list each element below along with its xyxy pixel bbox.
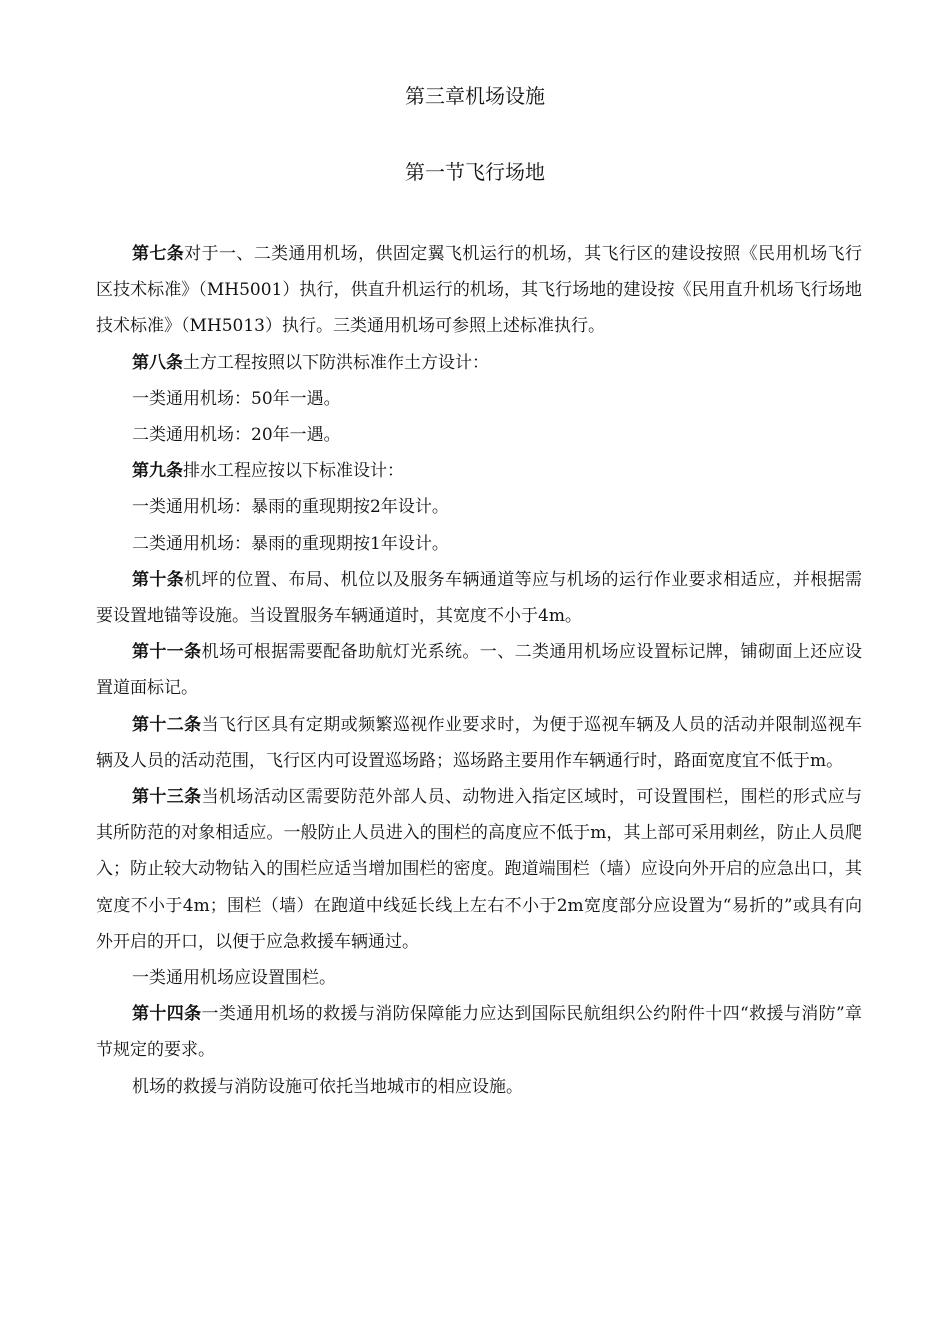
article-text: 对于一、二类通用机场，供固定翼飞机运行的机场，其飞行区的建设按照《民用机场飞行区技术标准》（MH5001）执行，供直升机运行的机场，其飞行场地的建设按《民用直升机场飞行场地技术标准》（MH5013）执行。三类通用机场可参照上述标准执行。 [96, 244, 862, 337]
article-label: 第九条 [132, 461, 183, 482]
article-text: 土方工程按照以下防洪标准作土方设计： [183, 352, 489, 373]
article-13 [96, 779, 862, 960]
article-7 [96, 236, 862, 345]
section-title: 第一节飞行场地 [405, 160, 545, 184]
article-text: 一类通用机场的救援与消防保障能力应达到国际民航组织公约附件十四“救援与消防”章节规定的要求。 [96, 1004, 863, 1061]
article-text: 排水工程应按以下标准设计： [183, 461, 404, 482]
article-10 [96, 562, 862, 634]
article-11 [96, 634, 862, 706]
article-label: 第八条 [132, 352, 183, 373]
paragraph: 一类通用机场应设置围栏。 [132, 968, 336, 989]
article-9 [96, 453, 862, 489]
article-label: 第十四条 [132, 1004, 202, 1025]
article-label: 第十三条 [132, 787, 202, 808]
chapter-title: 第三章机场设施 [405, 84, 545, 108]
article-14 [96, 996, 862, 1068]
article-label: 第十一条 [132, 642, 202, 663]
article-label: 第十二条 [132, 714, 202, 735]
article-8 [96, 345, 862, 381]
paragraph: 二类通用机场：20年一遇。 [132, 425, 341, 446]
paragraph: 机场的救援与消防设施可依托当地城市的相应设施。 [132, 1076, 523, 1097]
article-12 [96, 707, 862, 779]
article-label: 第十条 [132, 569, 185, 590]
article-text: 当飞行区具有定期或频繁巡视作业要求时，为便于巡视车辆及人员的活动并限制巡视车辆及人员的活动范围，飞行区内可设置巡场路；巡场路主要用作车辆通行时，路面宽度宜不低于m。 [96, 714, 862, 771]
paragraph: 一类通用机场：暴雨的重现期按2年设计。 [132, 497, 449, 518]
article-text: 机坪的位置、布局、机位以及服务车辆通道等应与机场的运行作业要求相适应，并根据需要设置地锚等设施。当设置服务车辆通道时，其宽度不小于4m。 [96, 569, 862, 627]
paragraph: 一类通用机场：50年一遇。 [132, 388, 341, 409]
paragraph: 二类通用机场：暴雨的重现期按1年设计。 [132, 533, 449, 554]
article-label: 第七条 [132, 244, 185, 264]
article-text: 当机场活动区需要防范外部人员、动物进入指定区域时，可设置围栏，围栏的形式应与其所防范的对象相适应。一般防止人员进入的围栏的高度应不低于m，其上部可采用刺丝，防止人员爬入；防止较大动物钻入的围栏应适当增加围栏的密度。跑道端围栏（墙）应设向外开启的应急出口，其宽度不小于4m；围栏（墙）在跑道中线延长线上左右不小于2m宽度部分应设置为“易折的”或具有向外开启的开口，以便于应急救援车辆通过。 [96, 787, 862, 952]
article-text: 机场可根据需要配备助航灯光系统。一、二类通用机场应设置标记牌，铺砌面上还应设置道面标记。 [96, 642, 862, 699]
document-body [96, 236, 862, 1105]
